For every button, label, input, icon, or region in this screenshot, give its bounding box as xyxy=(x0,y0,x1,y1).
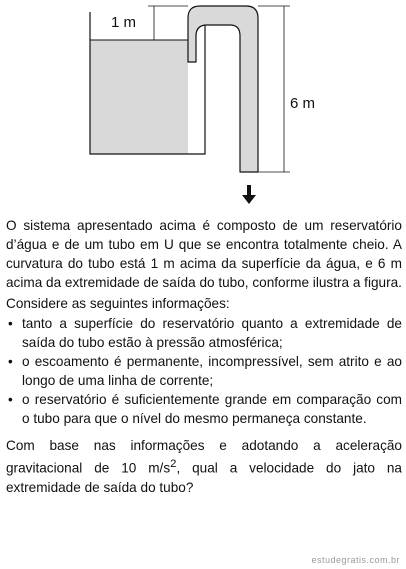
label-1m: 1 m xyxy=(111,14,137,31)
u-tube xyxy=(188,6,258,172)
question-paragraph xyxy=(6,436,402,497)
info-list xyxy=(6,314,402,428)
problem-text xyxy=(6,216,402,497)
reservoir-water xyxy=(90,40,188,154)
intro-paragraph: O sistema apresentado acima é composto de um reservatório d’água e de um tubo em U que se encontra totalmente cheio. A curvatura do tubo está 1 m acima da superfície da água, e 6 m acima da extremidade de saída do tubo, conforme ilustra a figura. xyxy=(6,218,402,290)
list-item: • o reservatório é suficientemente grande em comparação com o tubo para que o nível do mesmo permaneça constante. xyxy=(6,390,402,428)
question-part-2: , qual a velocidade do jato na extremidade de saída do tubo? xyxy=(6,460,402,495)
question-part-1: Com base nas informações e adotando a aceleração gravitacional de 10 m/s xyxy=(6,438,402,476)
list-item: • tanto a superfície do reservatório quanto a extremidade de saída do tubo estão à pressão atmosférica; xyxy=(6,314,402,352)
consider-paragraph: Considere as seguintes informações: xyxy=(6,296,230,311)
footer-site: estudegratis.com.br xyxy=(311,555,400,565)
outflow-arrow-icon xyxy=(242,185,256,204)
question-exponent: 2 xyxy=(170,458,177,470)
list-item: • o escoamento é permanente, incompressível, sem atrito e ao longo de uma linha de corrente; xyxy=(6,352,402,390)
label-6m: 6 m xyxy=(290,95,316,112)
siphon-diagram xyxy=(0,0,406,212)
